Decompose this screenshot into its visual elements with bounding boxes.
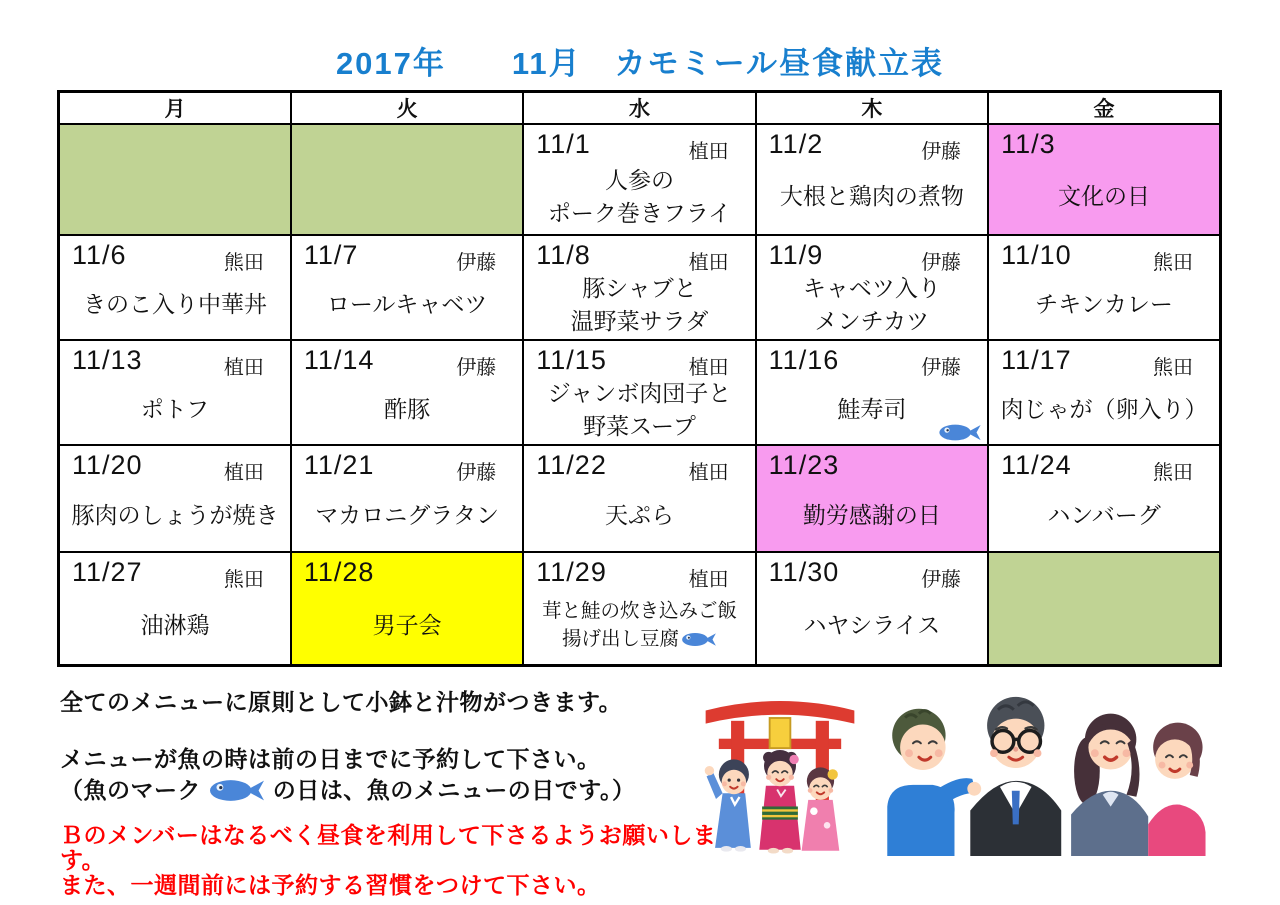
cell-menu: キャベツ入り メンチカツ	[802, 275, 941, 334]
cell-date: 11/17	[1001, 345, 1072, 375]
lunch-menu-calendar	[57, 90, 1222, 667]
calendar-cell-11-1	[523, 124, 755, 235]
cell-cook: 伊藤	[921, 357, 962, 379]
cell-cook: 植田	[688, 462, 729, 484]
cell-date-row	[292, 446, 522, 485]
cell-cook: 伊藤	[456, 462, 497, 484]
calendar-cell-11-14	[291, 340, 523, 445]
cell-menu: 茸と鮭の炊き込みご飯 揚げ出し豆腐	[541, 599, 737, 651]
note-fish-reservation: メニューが魚の時は前の日までに予約して下さい。	[60, 746, 601, 772]
cell-date-row	[989, 446, 1219, 485]
cell-date: 11/8	[536, 240, 591, 270]
cell-menu: 豚シャブと 温野菜サラダ	[570, 275, 709, 334]
cell-cook: 伊藤	[921, 252, 962, 274]
cell-date-row	[524, 125, 754, 164]
cell-date-row	[757, 553, 987, 592]
cell-menu: 人参の ポーク巻きフライ	[547, 167, 732, 226]
weekday-header-2: 火	[291, 92, 523, 125]
cell-menu: 油淋鶏	[140, 612, 210, 639]
cell-menu: 鮭寿司	[837, 396, 907, 423]
cell-date: 11/14	[303, 345, 375, 375]
cell-date-row	[292, 341, 522, 380]
calendar-cell-11-6	[59, 235, 291, 340]
calendar-week-row	[59, 235, 1221, 340]
cell-menu: ポトフ	[140, 396, 210, 423]
cell-menu: ハヤシライス	[803, 612, 941, 639]
cell-date: 11/7	[303, 240, 359, 270]
fish-icon	[208, 777, 266, 803]
cell-cook: 伊藤	[921, 141, 962, 163]
calendar-week-row	[59, 124, 1221, 235]
cell-date-row	[989, 125, 1219, 160]
calendar-week-row	[59, 340, 1221, 445]
cell-date-row	[60, 341, 290, 380]
cell-date-row	[60, 236, 290, 275]
weekday-header-4: 木	[756, 92, 988, 125]
calendar-cell-11-2	[756, 124, 988, 235]
cell-date-row	[757, 341, 987, 380]
cell-date: 11/28	[303, 557, 375, 587]
calendar-cell-11-24	[988, 445, 1220, 552]
cell-date: 11/16	[768, 345, 840, 375]
cell-menu: ロールキャベツ	[326, 291, 488, 318]
calendar-cell-11-17	[988, 340, 1220, 445]
cell-date-row	[524, 446, 754, 485]
cell-date: 11/22	[536, 450, 607, 480]
calendar-cell-11-13	[59, 340, 291, 445]
cell-menu: 豚肉のしょうが焼き	[71, 502, 279, 529]
footer-notes	[60, 684, 740, 898]
fish-icon	[681, 631, 717, 648]
family-illustration	[866, 686, 1210, 856]
cell-cook: 植田	[688, 569, 729, 591]
cell-cook: 植田	[688, 252, 729, 274]
calendar-cell-11-23	[756, 445, 988, 552]
cell-cook: 植田	[688, 357, 729, 379]
cell-date: 11/1	[536, 129, 591, 159]
cell-date-row	[989, 236, 1219, 275]
page-title: 2017年 11月 カモミール昼食献立表	[335, 46, 945, 81]
note-fish-mark-legend: （魚のマーク の日は、魚のメニューの日です。）	[60, 777, 636, 803]
cell-menu: 男子会	[372, 612, 442, 639]
calendar-cell-empty	[988, 552, 1220, 665]
cell-date: 11/3	[1001, 129, 1056, 159]
cell-cook: 伊藤	[456, 252, 497, 274]
weekday-header-1: 月	[59, 92, 291, 125]
cell-menu: ジャンボ肉団子と 野菜スープ	[547, 380, 732, 439]
cell-menu: マカロニグラタン	[315, 502, 499, 529]
weekday-header-3: 水	[523, 92, 755, 125]
calendar-cell-11-9	[756, 235, 988, 340]
calendar-cell-11-27	[59, 552, 291, 665]
calendar-cell-empty	[59, 124, 291, 235]
calendar-cell-11-3	[988, 124, 1220, 235]
cell-menu: 勤労感謝の日	[802, 502, 941, 529]
cell-menu: 文化の日	[1058, 183, 1151, 210]
cell-date: 11/9	[768, 240, 824, 270]
cell-date: 11/27	[72, 557, 143, 587]
cell-cook: 熊田	[1153, 462, 1193, 484]
cell-date-row	[757, 125, 987, 164]
calendar-cell-11-16	[756, 340, 988, 445]
note-b-members: Ｂのメンバーはなるべく昼食を利用して下さるようお願いします。	[60, 822, 717, 873]
cell-date-row	[757, 236, 987, 275]
shichigosan-torii-illustration	[700, 674, 860, 858]
cell-date-row	[60, 446, 290, 485]
calendar-cell-11-29	[523, 552, 755, 665]
calendar-cell-empty	[291, 124, 523, 235]
cell-menu: チキンカレー	[1035, 291, 1173, 318]
cell-cook: 熊田	[1153, 357, 1193, 379]
calendar-cell-11-20	[59, 445, 291, 552]
cell-menu: 天ぷら	[604, 502, 674, 529]
cell-menu: 酢豚	[384, 396, 431, 423]
cell-menu: 肉じゃが（卵入り）	[1000, 396, 1208, 423]
cell-cook: 熊田	[1153, 252, 1193, 274]
cell-date: 11/29	[536, 557, 607, 587]
cell-date: 11/21	[303, 450, 375, 480]
cell-date-row	[292, 553, 522, 588]
calendar-cell-11-30	[756, 552, 988, 665]
cell-date: 11/15	[536, 345, 607, 375]
cell-date: 11/30	[768, 557, 840, 587]
cell-date: 11/23	[768, 450, 840, 480]
cell-cook: 植田	[223, 357, 264, 379]
calendar-cell-11-10	[988, 235, 1220, 340]
cell-menu: きのこ入り中華丼	[82, 291, 267, 318]
cell-menu: 大根と鶏肉の煮物	[779, 183, 964, 210]
note-reserve-week-before: また、一週間前には予約する習慣をつけて下さい。	[60, 872, 601, 898]
cell-cook: 植田	[223, 462, 264, 484]
cell-date: 11/20	[72, 450, 143, 480]
cell-cook: 熊田	[223, 569, 264, 591]
cell-date-row	[989, 341, 1219, 380]
cell-date: 11/10	[1001, 240, 1072, 270]
calendar-cell-11-28	[291, 552, 523, 665]
cell-date-row	[757, 446, 987, 481]
calendar-cell-11-21	[291, 445, 523, 552]
calendar-week-row	[59, 445, 1221, 552]
cell-date: 11/6	[72, 240, 127, 270]
note-side-dishes: 全てのメニューに原則として小鉢と汁物がつきます。	[60, 689, 623, 715]
weekday-header-row	[59, 92, 1221, 125]
cell-date-row	[292, 236, 522, 275]
red-request-notes	[60, 823, 740, 898]
weekday-header-5: 金	[988, 92, 1220, 125]
fish-icon	[938, 422, 982, 443]
calendar-cell-11-22	[523, 445, 755, 552]
calendar-cell-11-7	[291, 235, 523, 340]
cell-menu: ハンバーグ	[1047, 502, 1161, 529]
cell-cook: 植田	[688, 141, 729, 163]
calendar-cell-11-15	[523, 340, 755, 445]
cell-cook: 伊藤	[456, 357, 497, 379]
cell-cook: 熊田	[223, 252, 264, 274]
cell-date: 11/24	[1001, 450, 1072, 480]
cell-date: 11/2	[768, 129, 824, 159]
cell-date-row	[524, 236, 754, 275]
cell-date-row	[60, 553, 290, 592]
cell-cook: 伊藤	[921, 569, 962, 591]
calendar-cell-11-8	[523, 235, 755, 340]
cell-date: 11/13	[72, 345, 143, 375]
cell-date-row	[524, 341, 754, 380]
cell-date-row	[524, 553, 754, 592]
calendar-week-row	[59, 552, 1221, 665]
